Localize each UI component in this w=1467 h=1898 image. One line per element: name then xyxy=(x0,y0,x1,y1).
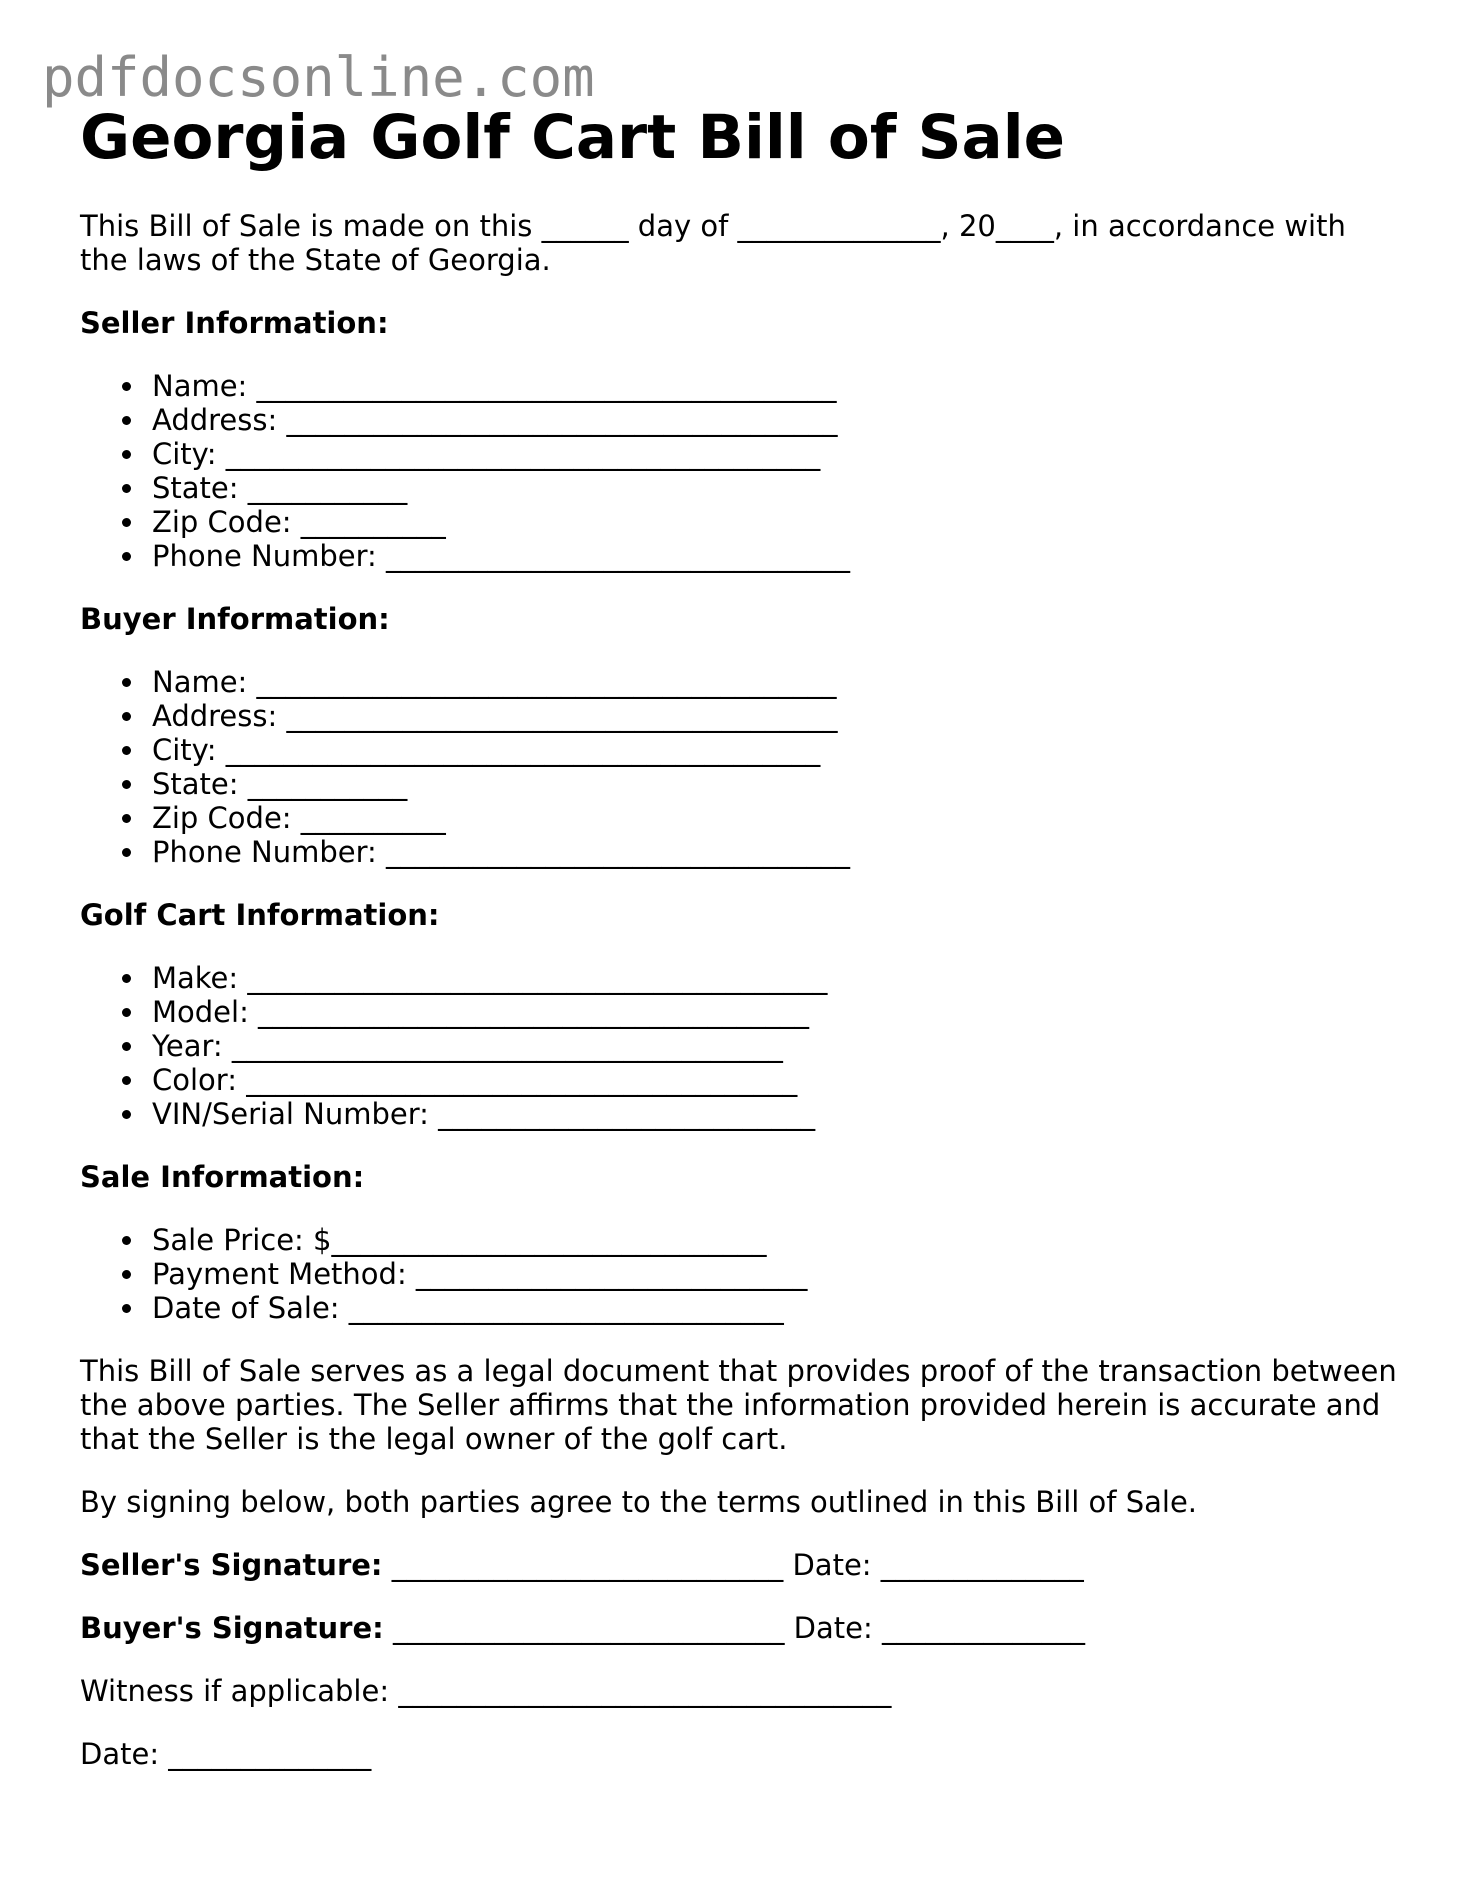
document-title: Georgia Golf Cart Bill of Sale xyxy=(80,102,1065,173)
bullet-icon xyxy=(122,848,131,857)
agreement-paragraph: By signing below, both parties agree to the terms outlined in this Bill of Sale. xyxy=(80,1485,1198,1519)
intro-paragraph: This Bill of Sale is made on this ______ day of ______________, 20____, in accordance with the laws of the State of Georgia. xyxy=(80,209,1346,277)
bullet-icon xyxy=(122,1008,131,1017)
bullet-icon xyxy=(122,678,131,687)
buyer-signature-blank: ___________________________ Date: ______________ xyxy=(383,1611,1085,1645)
bullet-icon xyxy=(122,518,131,527)
bullet-icon xyxy=(122,416,131,425)
buyer-city-field[interactable]: City: _________________________________________ xyxy=(80,733,1400,767)
sale-section-heading: Sale Information: xyxy=(80,1160,365,1194)
golf-cart-section-heading: Golf Cart Information: xyxy=(80,898,440,932)
bullet-icon xyxy=(122,1042,131,1051)
payment-method-field[interactable]: Payment Method: ___________________________ xyxy=(80,1257,1400,1291)
seller-name-field[interactable]: Name: ________________________________________ xyxy=(80,369,1400,403)
buyer-state-field[interactable]: State: ___________ xyxy=(80,767,1400,801)
seller-section-heading: Seller Information: xyxy=(80,306,389,340)
bullet-icon xyxy=(122,484,131,493)
cart-year-field[interactable]: Year: ______________________________________ xyxy=(80,1029,1400,1063)
bullet-icon xyxy=(122,1076,131,1085)
legal-paragraph: This Bill of Sale serves as a legal document that provides proof of the transaction between the above parties. The Seller affirms that the information provided herein is accurate and that the Seller is the legal owner of the golf cart. xyxy=(80,1354,1397,1456)
buyer-address-field[interactable]: Address: ______________________________________ xyxy=(80,699,1400,733)
bullet-icon xyxy=(122,382,131,391)
bullet-icon xyxy=(122,746,131,755)
buyer-signature-label: Buyer's Signature: xyxy=(80,1611,384,1645)
sale-field-list xyxy=(80,1223,1400,1325)
bullet-icon xyxy=(122,814,131,823)
seller-address-field[interactable]: Address: ______________________________________ xyxy=(80,403,1400,437)
seller-signature-label: Seller's Signature: xyxy=(80,1548,383,1582)
date-of-sale-field[interactable]: Date of Sale: ______________________________ xyxy=(80,1291,1400,1325)
buyer-name-field[interactable]: Name: ________________________________________ xyxy=(80,665,1400,699)
bullet-icon xyxy=(122,1236,131,1245)
bullet-icon xyxy=(122,780,131,789)
sale-price-field[interactable]: Sale Price: $______________________________ xyxy=(80,1223,1400,1257)
seller-signature-line[interactable] xyxy=(80,1548,1400,1582)
cart-model-field[interactable]: Model: ______________________________________ xyxy=(80,995,1400,1029)
seller-state-field[interactable]: State: ___________ xyxy=(80,471,1400,505)
seller-city-field[interactable]: City: _________________________________________ xyxy=(80,437,1400,471)
seller-zip-field[interactable]: Zip Code: __________ xyxy=(80,505,1400,539)
cart-make-field[interactable]: Make: ________________________________________ xyxy=(80,961,1400,995)
bullet-icon xyxy=(122,712,131,721)
buyer-zip-field[interactable]: Zip Code: __________ xyxy=(80,801,1400,835)
golf-cart-field-list xyxy=(80,961,1400,1131)
witness-signature-line[interactable]: Witness if applicable: __________________________________ xyxy=(80,1674,892,1708)
buyer-phone-field[interactable]: Phone Number: ________________________________ xyxy=(80,835,1400,869)
seller-signature-blank: ___________________________ Date: ______________ xyxy=(382,1548,1084,1582)
buyer-signature-line[interactable] xyxy=(80,1611,1400,1645)
bullet-icon xyxy=(122,1110,131,1119)
witness-date-line[interactable]: Date: ______________ xyxy=(80,1737,372,1771)
bullet-icon xyxy=(122,1270,131,1279)
buyer-field-list xyxy=(80,665,1400,869)
document-body xyxy=(80,209,1400,1800)
buyer-section-heading: Buyer Information: xyxy=(80,602,390,636)
bullet-icon xyxy=(122,974,131,983)
seller-phone-field[interactable]: Phone Number: ________________________________ xyxy=(80,539,1400,573)
bullet-icon xyxy=(122,552,131,561)
cart-vin-field[interactable]: VIN/Serial Number: __________________________ xyxy=(80,1097,1400,1131)
cart-color-field[interactable]: Color: ______________________________________ xyxy=(80,1063,1400,1097)
bullet-icon xyxy=(122,450,131,459)
seller-field-list xyxy=(80,369,1400,573)
watermark: pdfdocsonline.com xyxy=(42,46,595,109)
bullet-icon xyxy=(122,1304,131,1313)
